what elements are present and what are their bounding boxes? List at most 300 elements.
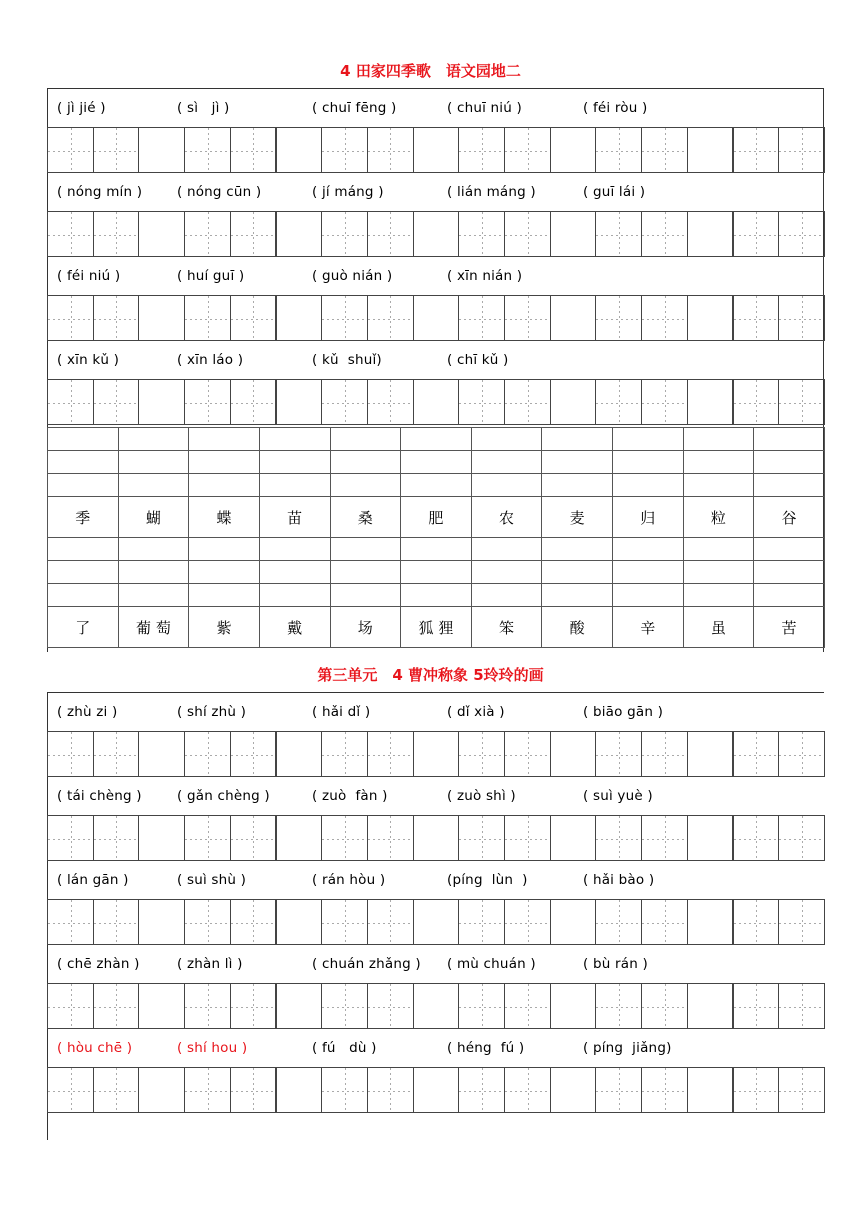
tian-ge-box[interactable] — [93, 1067, 140, 1113]
pinyin-prompt: ( fú dù ) — [312, 1040, 377, 1056]
pinyin-prompt: ( lián máng ) — [447, 184, 536, 200]
tian-ge-box[interactable] — [641, 983, 688, 1029]
tian-ge-box[interactable] — [230, 1067, 277, 1113]
blank-cell[interactable] — [683, 561, 754, 584]
character-cell: 谷 — [754, 497, 825, 538]
pinyin-row — [47, 861, 824, 899]
blank-cell[interactable] — [330, 561, 401, 584]
tian-ge-box[interactable] — [595, 899, 642, 945]
tian-ge-box[interactable] — [47, 899, 94, 945]
blank-cell[interactable] — [683, 584, 754, 607]
pinyin-prompt: ( nóng mín ) — [57, 184, 143, 200]
tian-ge-box[interactable] — [595, 211, 642, 257]
character-cell: 虽 — [683, 607, 754, 648]
blank-cell[interactable] — [542, 428, 613, 451]
tian-ge-box[interactable] — [230, 815, 277, 861]
tian-ge-box[interactable] — [504, 211, 551, 257]
tian-ge-box[interactable] — [230, 127, 277, 173]
blank-cell[interactable] — [754, 538, 825, 561]
character-cell: 蝶 — [189, 497, 260, 538]
tian-ge-box[interactable] — [458, 731, 505, 777]
blank-cell[interactable] — [118, 538, 189, 561]
tian-ge-box[interactable] — [458, 295, 505, 341]
tian-ge-box[interactable] — [550, 731, 597, 777]
tian-ge-box[interactable] — [230, 731, 277, 777]
tian-ge-box[interactable] — [413, 211, 460, 257]
blank-cell[interactable] — [613, 584, 684, 607]
tian-ge-box[interactable] — [550, 899, 597, 945]
tian-ge-box[interactable] — [413, 731, 460, 777]
blank-cell[interactable] — [471, 474, 542, 497]
blank-cell[interactable] — [48, 474, 119, 497]
tian-ge-box[interactable] — [778, 983, 825, 1029]
tian-ge-box[interactable] — [138, 983, 185, 1029]
pinyin-prompt: ( gǎn chèng ) — [177, 788, 270, 804]
tian-ge-box[interactable] — [458, 379, 505, 425]
blank-cell[interactable] — [754, 474, 825, 497]
pinyin-prompt: ( huí guī ) — [177, 268, 245, 284]
character-cell: 桑 — [330, 497, 401, 538]
character-cell: 蝴 — [118, 497, 189, 538]
blank-cell[interactable] — [189, 584, 260, 607]
tian-ge-box[interactable] — [458, 1067, 505, 1113]
blank-cell[interactable] — [330, 474, 401, 497]
character-cell: 归 — [613, 497, 684, 538]
blank-cell[interactable] — [48, 538, 119, 561]
pinyin-row — [47, 257, 824, 295]
tian-ge-box[interactable] — [321, 899, 368, 945]
tian-ge-box[interactable] — [93, 983, 140, 1029]
tian-ge-box[interactable] — [367, 379, 414, 425]
tian-ge-box[interactable] — [504, 379, 551, 425]
character-cell: 肥 — [401, 497, 472, 538]
blank-cell[interactable] — [613, 561, 684, 584]
blank-cell[interactable] — [613, 474, 684, 497]
blank-cell[interactable] — [683, 428, 754, 451]
blank-cell[interactable] — [754, 451, 825, 474]
tian-ge-box[interactable] — [733, 295, 780, 341]
blank-cell[interactable] — [542, 538, 613, 561]
pinyin-prompt: ( hǎi bào ) — [583, 872, 655, 888]
pinyin-prompt: ( hǎi dǐ ) — [312, 704, 371, 720]
writing-grid-row — [47, 731, 824, 777]
tian-ge-box[interactable] — [367, 815, 414, 861]
tian-ge-box[interactable] — [733, 1067, 780, 1113]
writing-grid-row — [47, 899, 824, 945]
pinyin-prompt: ( mù chuán ) — [447, 956, 536, 972]
tian-ge-box[interactable] — [733, 211, 780, 257]
pinyin-prompt: ( chuán zhǎng ) — [312, 956, 421, 972]
blank-cell[interactable] — [330, 451, 401, 474]
tian-ge-box[interactable] — [778, 127, 825, 173]
tian-ge-box[interactable] — [641, 815, 688, 861]
tian-ge-box[interactable] — [321, 379, 368, 425]
tian-ge-box[interactable] — [641, 379, 688, 425]
character-cell: 辛 — [613, 607, 684, 648]
tian-ge-box[interactable] — [93, 127, 140, 173]
tian-ge-box[interactable] — [595, 983, 642, 1029]
tian-ge-box[interactable] — [276, 211, 323, 257]
tian-ge-box[interactable] — [550, 211, 597, 257]
tian-ge-box[interactable] — [641, 1067, 688, 1113]
tian-ge-box[interactable] — [413, 295, 460, 341]
blank-cell[interactable] — [613, 538, 684, 561]
blank-cell[interactable] — [683, 451, 754, 474]
pinyin-prompt: ( féi niú ) — [57, 268, 121, 284]
tian-ge-box[interactable] — [321, 295, 368, 341]
tian-ge-box[interactable] — [276, 1067, 323, 1113]
pinyin-row — [47, 777, 824, 815]
blank-writing-row — [48, 474, 825, 497]
tian-ge-box[interactable] — [184, 983, 231, 1029]
blank-cell[interactable] — [330, 538, 401, 561]
tian-ge-box[interactable] — [550, 1067, 597, 1113]
pinyin-row — [47, 693, 824, 731]
tian-ge-box[interactable] — [276, 983, 323, 1029]
tian-ge-box[interactable] — [138, 127, 185, 173]
tian-ge-box[interactable] — [778, 815, 825, 861]
tian-ge-box[interactable] — [367, 295, 414, 341]
blank-cell[interactable] — [189, 561, 260, 584]
tian-ge-box[interactable] — [413, 127, 460, 173]
tian-ge-box[interactable] — [641, 295, 688, 341]
blank-cell[interactable] — [683, 538, 754, 561]
tian-ge-box[interactable] — [550, 815, 597, 861]
tian-ge-box[interactable] — [138, 211, 185, 257]
pinyin-row — [47, 89, 824, 127]
blank-cell[interactable] — [48, 428, 119, 451]
tian-ge-box[interactable] — [687, 127, 734, 173]
blank-cell[interactable] — [189, 451, 260, 474]
tian-ge-box[interactable] — [276, 815, 323, 861]
tian-ge-box[interactable] — [184, 731, 231, 777]
character-table — [47, 427, 825, 648]
blank-cell[interactable] — [259, 428, 330, 451]
tian-ge-box[interactable] — [458, 211, 505, 257]
character-cell: 苗 — [259, 497, 330, 538]
pinyin-prompt: ( sì jì ) — [177, 100, 230, 116]
tian-ge-box[interactable] — [504, 983, 551, 1029]
pinyin-row — [47, 945, 824, 983]
tian-ge-box[interactable] — [47, 379, 94, 425]
tian-ge-box[interactable] — [458, 127, 505, 173]
pinyin-prompt: ( zuò fàn ) — [312, 788, 388, 804]
tian-ge-box[interactable] — [367, 211, 414, 257]
pinyin-prompt: ( chuī niú ) — [447, 100, 522, 116]
blank-cell[interactable] — [542, 451, 613, 474]
character-cell: 紫 — [189, 607, 260, 648]
tian-ge-box[interactable] — [778, 211, 825, 257]
tian-ge-box[interactable] — [184, 1067, 231, 1113]
blank-cell[interactable] — [118, 451, 189, 474]
tian-ge-box[interactable] — [184, 899, 231, 945]
blank-cell[interactable] — [189, 474, 260, 497]
character-cell: 了 — [48, 607, 119, 648]
tian-ge-box[interactable] — [276, 899, 323, 945]
tian-ge-box[interactable] — [230, 899, 277, 945]
character-cell: 农 — [471, 497, 542, 538]
tian-ge-box[interactable] — [687, 379, 734, 425]
pinyin-prompt: ( jì jié ) — [57, 100, 106, 116]
tian-ge-box[interactable] — [550, 983, 597, 1029]
pinyin-prompt: ( zhàn lì ) — [177, 956, 243, 972]
blank-cell[interactable] — [754, 428, 825, 451]
blank-cell[interactable] — [48, 561, 119, 584]
character-cell: 葡 萄 — [118, 607, 189, 648]
pinyin-prompt: ( guò nián ) — [312, 268, 393, 284]
tian-ge-box[interactable] — [413, 1067, 460, 1113]
blank-cell[interactable] — [259, 538, 330, 561]
tian-ge-box[interactable] — [321, 983, 368, 1029]
pinyin-prompt: ( bù rán ) — [583, 956, 648, 972]
pinyin-prompt: (píng lùn ) — [447, 872, 528, 888]
pinyin-row — [47, 173, 824, 211]
blank-cell[interactable] — [471, 451, 542, 474]
blank-cell[interactable] — [542, 474, 613, 497]
tian-ge-box[interactable] — [47, 295, 94, 341]
tian-ge-box[interactable] — [47, 1067, 94, 1113]
blank-cell[interactable] — [259, 451, 330, 474]
pinyin-prompt: ( xīn kǔ ) — [57, 352, 120, 368]
tian-ge-box[interactable] — [184, 815, 231, 861]
blank-cell[interactable] — [754, 584, 825, 607]
tian-ge-box[interactable] — [641, 899, 688, 945]
section-title-2: 第三单元 4 曹冲称象 5玲玲的画 — [317, 666, 544, 684]
tian-ge-box[interactable] — [367, 983, 414, 1029]
blank-cell[interactable] — [330, 584, 401, 607]
tian-ge-box[interactable] — [321, 211, 368, 257]
tian-ge-box[interactable] — [595, 815, 642, 861]
pinyin-prompt: ( shí hou ) — [177, 1040, 248, 1056]
blank-cell[interactable] — [401, 561, 472, 584]
tian-ge-box[interactable] — [778, 1067, 825, 1113]
tian-ge-box[interactable] — [138, 899, 185, 945]
blank-writing-row — [48, 451, 825, 474]
blank-cell[interactable] — [471, 428, 542, 451]
tian-ge-box[interactable] — [733, 899, 780, 945]
blank-cell[interactable] — [471, 584, 542, 607]
pinyin-prompt: ( suì shù ) — [177, 872, 247, 888]
tian-ge-box[interactable] — [47, 127, 94, 173]
tian-ge-box[interactable] — [413, 379, 460, 425]
tian-ge-box[interactable] — [733, 983, 780, 1029]
tian-ge-box[interactable] — [504, 1067, 551, 1113]
tian-ge-box[interactable] — [276, 127, 323, 173]
tian-ge-box[interactable] — [138, 1067, 185, 1113]
blank-cell[interactable] — [330, 428, 401, 451]
pinyin-row — [47, 341, 824, 379]
blank-cell[interactable] — [401, 428, 472, 451]
tian-ge-box[interactable] — [778, 295, 825, 341]
tian-ge-box[interactable] — [641, 731, 688, 777]
tian-ge-box[interactable] — [595, 127, 642, 173]
blank-writing-row — [48, 584, 825, 607]
tian-ge-box[interactable] — [93, 899, 140, 945]
blank-cell[interactable] — [48, 451, 119, 474]
pinyin-prompt: ( zhù zi ) — [57, 704, 118, 720]
character-cell: 狐 狸 — [401, 607, 472, 648]
tian-ge-box[interactable] — [367, 899, 414, 945]
tian-ge-box[interactable] — [458, 983, 505, 1029]
tian-ge-box[interactable] — [230, 211, 277, 257]
tian-ge-box[interactable] — [367, 731, 414, 777]
blank-cell[interactable] — [683, 474, 754, 497]
character-cell: 麦 — [542, 497, 613, 538]
tian-ge-box[interactable] — [321, 127, 368, 173]
tian-ge-box[interactable] — [138, 295, 185, 341]
tian-ge-box[interactable] — [276, 295, 323, 341]
tian-ge-box[interactable] — [733, 731, 780, 777]
blank-cell[interactable] — [471, 538, 542, 561]
blank-cell[interactable] — [542, 561, 613, 584]
tian-ge-box[interactable] — [595, 1067, 642, 1113]
tian-ge-box[interactable] — [47, 731, 94, 777]
blank-cell[interactable] — [259, 584, 330, 607]
tian-ge-box[interactable] — [778, 899, 825, 945]
tian-ge-box[interactable] — [367, 1067, 414, 1113]
tian-ge-box[interactable] — [184, 127, 231, 173]
tian-ge-box[interactable] — [595, 295, 642, 341]
tian-ge-box[interactable] — [733, 815, 780, 861]
tian-ge-box[interactable] — [550, 379, 597, 425]
blank-cell[interactable] — [401, 474, 472, 497]
tian-ge-box[interactable] — [595, 731, 642, 777]
pinyin-prompt: ( jí máng ) — [312, 184, 384, 200]
pinyin-prompt: ( lán gān ) — [57, 872, 129, 888]
tian-ge-box[interactable] — [47, 815, 94, 861]
writing-grid-row — [47, 1067, 824, 1113]
tian-ge-box[interactable] — [138, 379, 185, 425]
tian-ge-box[interactable] — [504, 899, 551, 945]
tian-ge-box[interactable] — [276, 731, 323, 777]
tian-ge-box[interactable] — [687, 295, 734, 341]
tian-ge-box[interactable] — [504, 815, 551, 861]
tian-ge-box[interactable] — [93, 379, 140, 425]
blank-cell[interactable] — [189, 428, 260, 451]
tian-ge-box[interactable] — [230, 295, 277, 341]
tian-ge-box[interactable] — [595, 379, 642, 425]
character-cell: 戴 — [259, 607, 330, 648]
writing-grid-row — [47, 815, 824, 861]
tian-ge-box[interactable] — [47, 211, 94, 257]
tian-ge-box[interactable] — [778, 379, 825, 425]
character-row — [48, 497, 825, 538]
tian-ge-box[interactable] — [413, 983, 460, 1029]
tian-ge-box[interactable] — [138, 731, 185, 777]
blank-cell[interactable] — [259, 474, 330, 497]
tian-ge-box[interactable] — [778, 731, 825, 777]
pinyin-prompt: ( dǐ xià ) — [447, 704, 505, 720]
writing-grid-row — [47, 983, 824, 1029]
tian-ge-box[interactable] — [687, 899, 734, 945]
tian-ge-box[interactable] — [641, 127, 688, 173]
tian-ge-box[interactable] — [230, 379, 277, 425]
tian-ge-box[interactable] — [413, 815, 460, 861]
character-cell: 场 — [330, 607, 401, 648]
tian-ge-box[interactable] — [276, 379, 323, 425]
blank-cell[interactable] — [542, 584, 613, 607]
tian-ge-box[interactable] — [413, 899, 460, 945]
blank-cell[interactable] — [613, 451, 684, 474]
pinyin-prompt: ( biāo gān ) — [583, 704, 664, 720]
tian-ge-box[interactable] — [230, 983, 277, 1029]
pinyin-prompt: ( chī kǔ ) — [447, 352, 509, 368]
blank-cell[interactable] — [118, 428, 189, 451]
tian-ge-box[interactable] — [458, 899, 505, 945]
tian-ge-box[interactable] — [687, 983, 734, 1029]
tian-ge-box[interactable] — [687, 731, 734, 777]
tian-ge-box[interactable] — [367, 127, 414, 173]
tian-ge-box[interactable] — [93, 211, 140, 257]
tian-ge-box[interactable] — [504, 295, 551, 341]
tian-ge-box[interactable] — [93, 295, 140, 341]
tian-ge-box[interactable] — [458, 815, 505, 861]
tian-ge-box[interactable] — [93, 815, 140, 861]
tian-ge-box[interactable] — [321, 1067, 368, 1113]
tian-ge-box[interactable] — [550, 295, 597, 341]
blank-cell[interactable] — [754, 561, 825, 584]
tian-ge-box[interactable] — [184, 379, 231, 425]
pinyin-prompt: ( féi ròu ) — [583, 100, 648, 116]
tian-ge-box[interactable] — [321, 815, 368, 861]
tian-ge-box[interactable] — [733, 379, 780, 425]
blank-cell[interactable] — [48, 584, 119, 607]
blank-cell[interactable] — [401, 451, 472, 474]
pinyin-prompt: ( chē zhàn ) — [57, 956, 140, 972]
tian-ge-box[interactable] — [321, 731, 368, 777]
blank-cell[interactable] — [401, 584, 472, 607]
pinyin-prompt: ( nóng cūn ) — [177, 184, 262, 200]
character-cell: 季 — [48, 497, 119, 538]
character-row — [48, 607, 825, 648]
blank-cell[interactable] — [401, 538, 472, 561]
tian-ge-box[interactable] — [504, 127, 551, 173]
blank-writing-row — [48, 428, 825, 451]
tian-ge-box[interactable] — [550, 127, 597, 173]
tian-ge-box[interactable] — [184, 295, 231, 341]
tian-ge-box[interactable] — [687, 815, 734, 861]
tian-ge-box[interactable] — [641, 211, 688, 257]
blank-cell[interactable] — [613, 428, 684, 451]
pinyin-prompt: ( tái chèng ) — [57, 788, 142, 804]
pinyin-prompt: ( zuò shì ) — [447, 788, 516, 804]
blank-cell[interactable] — [471, 561, 542, 584]
pinyin-prompt: ( rán hòu ) — [312, 872, 386, 888]
writing-grid-row — [47, 295, 824, 341]
pinyin-prompt: ( hòu chē ) — [57, 1040, 133, 1056]
pinyin-prompt: ( xīn láo ) — [177, 352, 244, 368]
tian-ge-box[interactable] — [687, 1067, 734, 1113]
blank-cell[interactable] — [118, 474, 189, 497]
tian-ge-box[interactable] — [138, 815, 185, 861]
tian-ge-box[interactable] — [184, 211, 231, 257]
blank-cell[interactable] — [259, 561, 330, 584]
blank-cell[interactable] — [189, 538, 260, 561]
tian-ge-box[interactable] — [93, 731, 140, 777]
tian-ge-box[interactable] — [687, 211, 734, 257]
blank-cell[interactable] — [118, 584, 189, 607]
tian-ge-box[interactable] — [504, 731, 551, 777]
tian-ge-box[interactable] — [733, 127, 780, 173]
blank-cell[interactable] — [118, 561, 189, 584]
pinyin-prompt: ( kǔ shuǐ) — [312, 352, 382, 368]
writing-grid-row — [47, 379, 824, 425]
character-cell: 笨 — [471, 607, 542, 648]
pinyin-prompt: ( héng fú ) — [447, 1040, 525, 1056]
tian-ge-box[interactable] — [47, 983, 94, 1029]
section-title-1: 4 田家四季歌 语文园地二 — [340, 62, 521, 80]
blank-writing-row — [48, 561, 825, 584]
